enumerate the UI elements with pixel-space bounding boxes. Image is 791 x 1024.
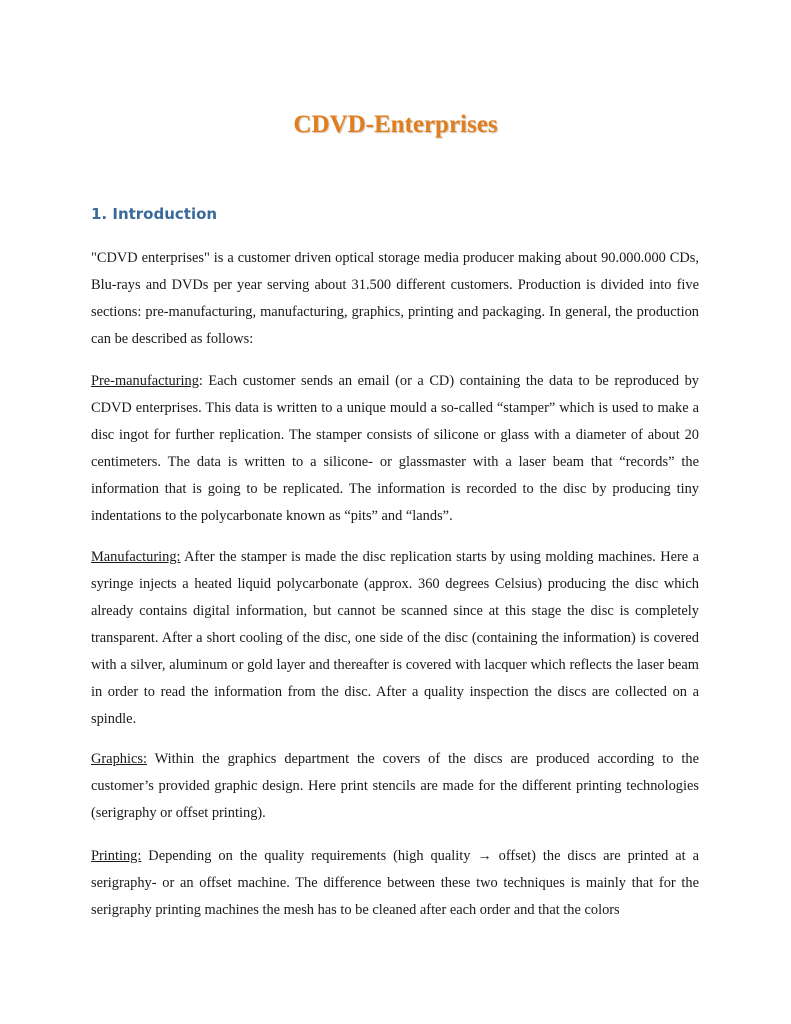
paragraph-label-suffix: : [198,373,203,389]
paragraph-label-pre-manufacturing: Pre-manufacturing [91,373,199,389]
paragraph-intro [91,245,699,353]
paragraph-printing [91,843,699,924]
paragraph-manufacturing [91,544,699,733]
paragraph-label-printing: Printing: [91,848,142,864]
document-title: CDVD-Enterprises [293,111,498,138]
paragraph-printing-text: Depending on the quality requirements (high quality → offset) the discs are printed at a serigraphy- or an offset machine. The difference between these two techniques is mainly that for the serigraphy printing machines the mesh has to be cleaned after each order and that the colors [91,848,699,918]
paragraph-pre-manufacturing-text: Each customer sends an email (or a CD) containing the data to be reproduced by CDVD enterprises. This data is written to a unique mould a so-called “stamper” which is used to make a disc ingot for further replication. The stamper consists of silicone or glass with a diameter of about 20 centimeters. The data is written to a silicone- or glassmaster with a laser beam that “records” the information that is going to be replicated. The information is recorded to the disc by producing tiny indentations to the polycarbonate known as “pits” and “lands”. [91,373,699,524]
paragraph-graphics-text: Within the graphics department the covers of the discs are produced according to the customer’s provided graphic design. Here print stencils are made for the different printing technologies (serigraphy or offset printing). [91,751,699,821]
paragraph-graphics [91,746,699,827]
paragraph-label-graphics: Graphics: [91,751,147,767]
section-heading-introduction: 1. Introduction [91,205,218,223]
paragraph-pre-manufacturing [91,368,699,530]
paragraph-label-manufacturing: Manufacturing: [91,549,181,565]
paragraph-intro-text: "CDVD enterprises" is a customer driven optical storage media producer making about 90.000.000 CDs, Blu-rays and DVDs per year serving about 31.500 different customers. Production is divided into five sections: pre-manufacturing, manufacturing, graphics, printing and packaging. In general, the production can be described as follows: [91,250,699,347]
paragraph-manufacturing-text: After the stamper is made the disc replication starts by using molding machines. Here a syringe injects a heated liquid polycarbonate (approx. 360 degrees Celsius) producing the disc which already contains digital information, but cannot be scanned since at this stage the disc is completely transparent. After a short cooling of the disc, one side of the disc (containing the information) is covered with a silver, aluminum or gold layer and thereafter is covered with lacquer which reflects the laser beam in order to read the information from the disc. After a quality inspection the discs are collected on a spindle. [91,549,699,727]
